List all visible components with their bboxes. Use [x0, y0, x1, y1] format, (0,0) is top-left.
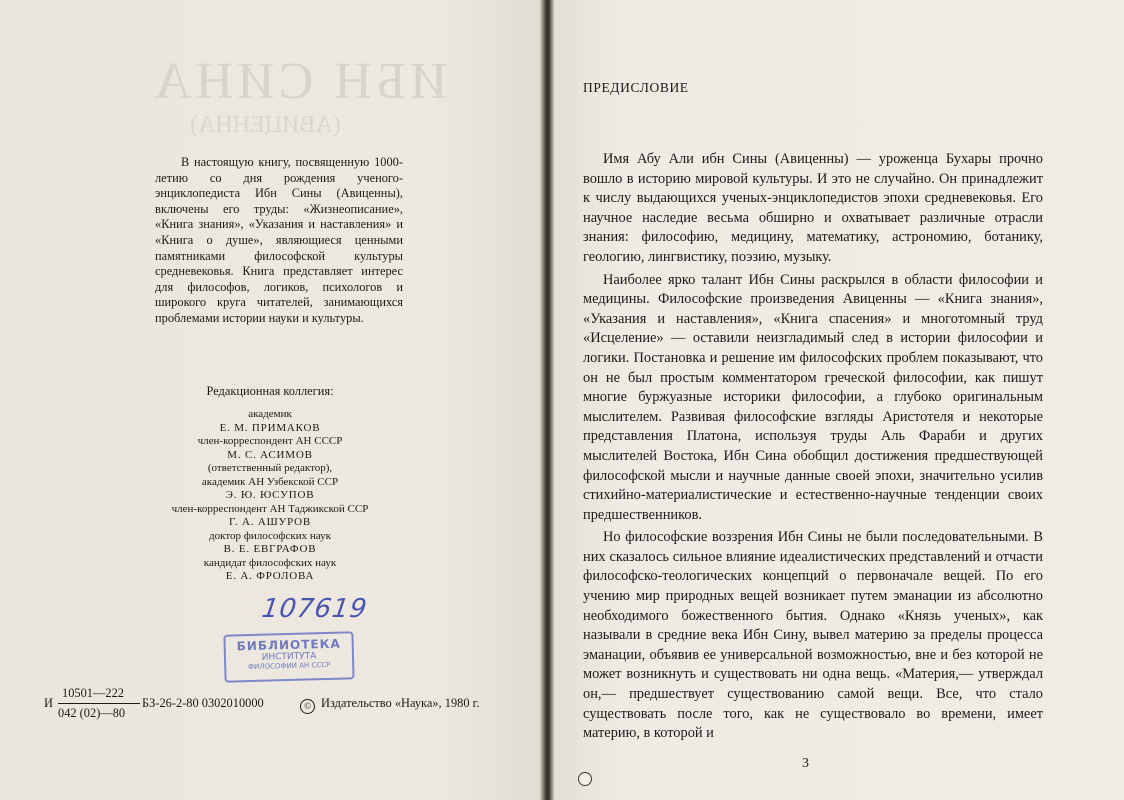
board-member-name: Э. Ю. ЮСУПОВ [225, 489, 315, 501]
board-member-name: Г. А. АШУРОВ [228, 516, 312, 528]
preface-body [583, 150, 1043, 747]
left-page [0, 0, 540, 800]
ghost-title-showthrough: ИБН СИНА [150, 53, 448, 110]
board-member-name: Е. А. ФРОЛОВА [225, 570, 315, 582]
punch-hole-icon [578, 772, 592, 786]
board-role: доктор философских наук [209, 529, 331, 542]
board-role: академик АН Узбекской ССР [201, 475, 339, 488]
fraction-bar [58, 703, 140, 704]
handwritten-inventory-number: 107619 [259, 594, 370, 624]
board-role: академик [248, 408, 292, 420]
copyright-text: Издательство «Наука», 1980 г. [321, 696, 480, 710]
board-role: (ответственный редактор), [207, 462, 333, 474]
index-prefix: И [44, 696, 53, 710]
book-annotation [155, 155, 403, 327]
page-number: 3 [802, 756, 809, 771]
board-member-name: Е. М. ПРИМАКОВ [219, 421, 321, 434]
library-stamp [223, 631, 354, 682]
board-role: член-корреспондент АН Таджикской ССР [171, 502, 369, 515]
board-member-name: В. Е. ЕВГРАФОВ [223, 543, 317, 555]
stamp-line: ИНСТИТУТА [261, 651, 317, 663]
index-numerator: 10501—222 [62, 686, 124, 700]
ghost-subtitle-showthrough: (АВИЦЕННА) [190, 112, 341, 138]
index-denominator: 042 (02)—80 [58, 706, 126, 720]
paragraph: Имя Абу Али ибн Сины (Авиценны) — уроженца Бухары прочно вошло в историю мировой культуры. И это не случайно. Он принадлежит к числу выдающихся ученых-энциклопедистов эпохи средневековья. Его научное наследие весьма обширно и охватывает различные отрасли знания: философию, медицину, математику, астрономию, ботанику, геологию, лингвистику, поэзию, музыку. [583, 151, 1043, 265]
board-role: кандидат философских наук [203, 556, 337, 569]
board-role: член-корреспондент АН СССР [197, 435, 343, 447]
stamp-line: БИБЛИОТЕКА [236, 636, 341, 654]
copyright-icon: © [300, 699, 315, 714]
publication-code: БЗ-26-2-80 0302010000 [142, 696, 264, 710]
editorial-board-heading: Редакционная коллегия: [206, 384, 334, 398]
paragraph: Наиболее ярко талант Ибн Сины раскрылся в области философии и медицины. Философские произведения Авиценны — «Книга знания», «Указания и наставления», «Книга спасения» и многотомный труд «Исцеление» — оставили неизгладимый след в истории философии и логики. Постановка и решение им философских проблем показывают, что он не был простым комментатором греческой философии, как пишут многие буржуазные историки философии, а глубоко оригинальным мыслителем. Развивая философские взгляды Аристотеля и некоторые представления Платона, используя труды Аль Фараби и других мыслителей Востока, Ибн Сина обобщил достижения предшествующей философской мысли и научные данные своей эпохи, значительно усилив стихийно-материалистические и естественно-научные тенденции своих предшественников. [583, 271, 1043, 523]
board-member-name: М. С. АСИМОВ [227, 448, 313, 461]
book-spine-gutter [540, 0, 554, 800]
section-title: ПРЕДИСЛОВИЕ [583, 80, 689, 95]
stamp-line: ФИЛОСОФИИ АН СССР [247, 660, 331, 672]
copyright-line [300, 696, 479, 714]
editorial-board-list [140, 408, 400, 584]
paragraph: Но философские воззрения Ибн Сины не были последовательными. В них сказалось сильное влияние идеалистических представлений и отчасти философско-теологических концепций о первоначале вещей. По его учению мир природных вещей возникает путем эманации из абсолютно необходимого божественного бытия. Однако «Князь ученых», как называли в средние века Ибн Сину, вывел материю за пределы процесса эманации, объявив ее универсальной возможностью, вне и без которой не может возникнуть и существовать ни одна вещь. «Материя,— утверждал он,— предшествует существованию самой вещи. Все, что стало существовать после того, как не существовало во времени, имеет материю, в которой и [583, 529, 1043, 742]
annotation-text: В настоящую книгу, посвященную 1000-летию со дня рождения ученого-энциклопедиста Ибн Сины (Авиценны), включены его труды: «Жизнеописание», «Книга знания», «Указания и наставления» и «Книга о душе», являющиеся ценными памятниками философской культуры средневековья. Книга представляет интерес для философов, логиков, психологов и широкого круга читателей, занимающихся проблемами истории науки и культуры. [155, 155, 403, 325]
